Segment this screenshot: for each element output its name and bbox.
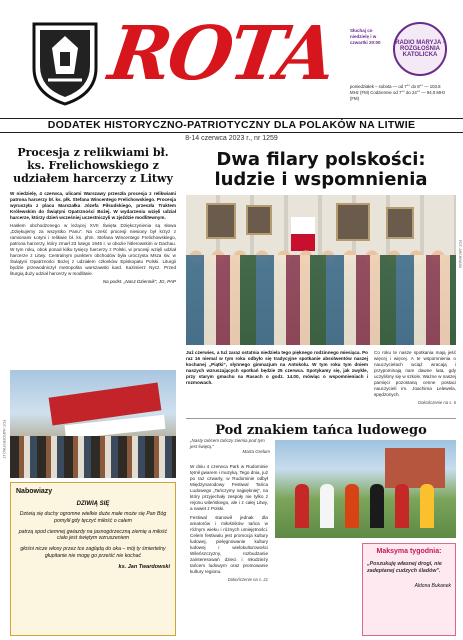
main-article-lead: Już czerwiec, a tuż zaraz ostatnia niedziela tego pięknego rodzinnego miesiąca. Po raz 16 niemal w tym roku odbyło się tradycyjne spotkanie absolwentów naszej kochanej „Piątki”, słynnego gimnazjum na Antokolu. W tym roku tym dniem naszych wzruszających spotkań będzie 25 czerwca. Spotykamy się, jak zwykle, przy starym gmachu na Rasach o godz. 14.00, mówiąc o wspomnieniach i rozmowach. [186, 350, 368, 385]
procession-photo [10, 370, 176, 478]
left-article-title: Procesja z relikwiami bł. ks. Frelichowskiego z udziałem harcerzy z Litwy [13, 146, 173, 185]
group-photo [186, 195, 456, 345]
crowd-shape [10, 436, 176, 478]
polish-flag [291, 217, 315, 251]
poem-title: DZIWIĄ SIĘ [76, 501, 110, 507]
picture-frame [386, 207, 414, 239]
picture-frame [246, 205, 272, 235]
poem-signature: ks. Jan Twardowski [118, 563, 170, 570]
radio-frequencies: poniedziałek – sobota — od 7°° do 8°° — 103.8 MHz (FM) Codziennie od 7°° do 24°° — 94.0 MHz (FM) [350, 84, 446, 101]
dance-article-body-2: Festiwal stanowił jednak dla amatorów i miłośników tańca w różnym wieku i różnych umiejętności. Celem festiwalu jest promocja kultury ludowej, pielęgnowanie kultury ludowej i wielokulturowości Wileńszczyzny, rozbudzanie zainteresowań dzieci i młodzieży tańcem ludowym oraz promowanie kultury regionu. [190, 515, 268, 574]
left-article-credit: Na podst. „Nasz Dziennik”, JG, PAP [102, 279, 176, 284]
issue-date: 8-14 czerwca 2023 r., nr 1259 [185, 135, 278, 142]
procession-photo-caption: FOT. HARCERSTWO.LT [2, 420, 6, 459]
masthead [0, 0, 463, 118]
dance-article-continued[interactable]: Dokończenie na s. 21 [227, 577, 268, 582]
dancer-shape [370, 484, 384, 528]
main-article-continued[interactable]: Dokończenie na s. 6 [418, 400, 456, 405]
dancer-shape [420, 484, 434, 528]
group-photo-caption: FOT. ARCHIWUM [458, 240, 462, 268]
poem-stanza: głośni nicze włosy przez tce zaglądą do oka – mój ty śmiertelny głupitanie nie mogę go przeiść nie kochać [20, 546, 166, 559]
left-article [10, 146, 176, 284]
poem-stanza: Dziwią się duchy ogromne wielkie duże małe może się Pan Bóg pomylił gdy tęczyć miłość o całem [19, 511, 167, 524]
epigraph-author: Marta Grelum [242, 449, 270, 454]
dance-article-body: W dniu 4 czerwca Park w Rudominie tętnił gwarem i muzyką. Tego dnia, już po raz czwarty, w Rudominie odbył Międzynarodowy Festiwal Tańca Ludowego „Tańczymy najpiękniej”, na który przyjechały zespoły nie tylko z rejonu wileńskiego, ale i z całej Litwy, a nawet z Polski. [190, 464, 268, 511]
main-article-side: Co roku te nasze spotkania mają jeść więcej i więcej. A te wspomnienia o nauczycielach wciąż wracają i przypominają nam dawne lata, gdy uczyliśmy się w szkole. Ważne w naszej pamięci pozostaną cenne postaci nauczycieli im. Joachima Lelewela, spędzonych. [374, 350, 456, 397]
main-article-lead-column [186, 350, 368, 386]
radio-schedule-note: Słuchaj co niedzielę i w czwartki 20:00 [350, 28, 381, 45]
main-article-title: Dwa filary polskości: ludzie i wspomnienia [214, 149, 428, 190]
dance-article-column [190, 464, 268, 582]
main-article-side-column [374, 350, 456, 405]
coat-of-arms-icon [30, 18, 100, 106]
people-group [186, 255, 456, 345]
left-article-body: Hasłem obchodzonego w leżącej XVII Święta Dziękczynienia są słowa „Dziękujemy za wszystko Panu”. Na cześć procesji niesiony był krzyż z ramionami Łotyni i relikwie bł. ks. phm. Stefana Wincentego Frelichowskiego, patrona harcerzy, który zmarł 23 lutego 1945 r. w obozie hitlerowskim w Dachau. W tym roku, obok ponad kilku tysięcy harcerzy z Polski, w procesji wzięli udział harcerze z Litwy. Centralnym punktem obchodów była uroczysta Msza św. w Świątyni Opatrzności Bożej z udziałem członków Episkopatu Polski. Liturgii będzie przewodniczył metropolita warszawski kard. Kazimierz Nycz. Przed liturgią duży udział harcerzy w modlitwie. [10, 223, 176, 276]
dance-photo [275, 440, 456, 538]
dancer-shape [395, 484, 409, 528]
maxim-quote: „Poszukuję własnej drogi, nie zadeptanej cudzych śladów”. [367, 561, 442, 574]
tagline: DODATEK HISTORYCZNO-PATRIOTYCZNY DLA POLAKÓW NA LITWIE [0, 118, 463, 133]
building-shape [385, 448, 445, 488]
epigraph-text: „Nasty tańcem tańczy ziemia pod tym jest świętą.” [190, 438, 265, 449]
maxim-author: Aldona Bukanek [414, 583, 451, 589]
poem-stanza: patrzą spod ciemnej gwiazdy na jasnogórzeczną ziemię a miłość ciało jest świętym wzruszeniem [18, 528, 168, 542]
picture-frame [336, 203, 370, 241]
maxim-box [362, 543, 456, 636]
logo: ROTA [103, 11, 339, 97]
radio-badge [393, 22, 447, 76]
radio-badge-label: RADIO MARYJA · ROZGŁOŚNIA KATOLICKA [395, 40, 445, 58]
poem-box [10, 482, 176, 636]
maxim-title: Maksyma tygodnia: [376, 548, 442, 555]
dancer-shape [345, 484, 359, 528]
left-article-lead: W niedzielę, 4 czerwca, ulicami Warszawy przeszła procesja z relikwiami patrona harcerzy bł. ks. płk. Stefana Wincentego Frelichowskiego. Procesja wyruszyła z placu Marszałka Józefa Piłsudskiego, przeszła Traktem Królewskim do Świątyni Opatrzności Bożej. W wydarzeniu wzięli udział harcerze, którzy dzień wcześniej uczestniczyli w zjeździe modlitewnym. [10, 191, 176, 220]
dance-epigraph [190, 438, 270, 455]
dance-article-title: Pod znakiem tańca ludowego [186, 418, 456, 438]
dancer-shape [320, 484, 334, 528]
dancer-shape [295, 484, 309, 528]
picture-frame [206, 203, 236, 239]
poem-section: Nabowiazy [16, 488, 53, 495]
